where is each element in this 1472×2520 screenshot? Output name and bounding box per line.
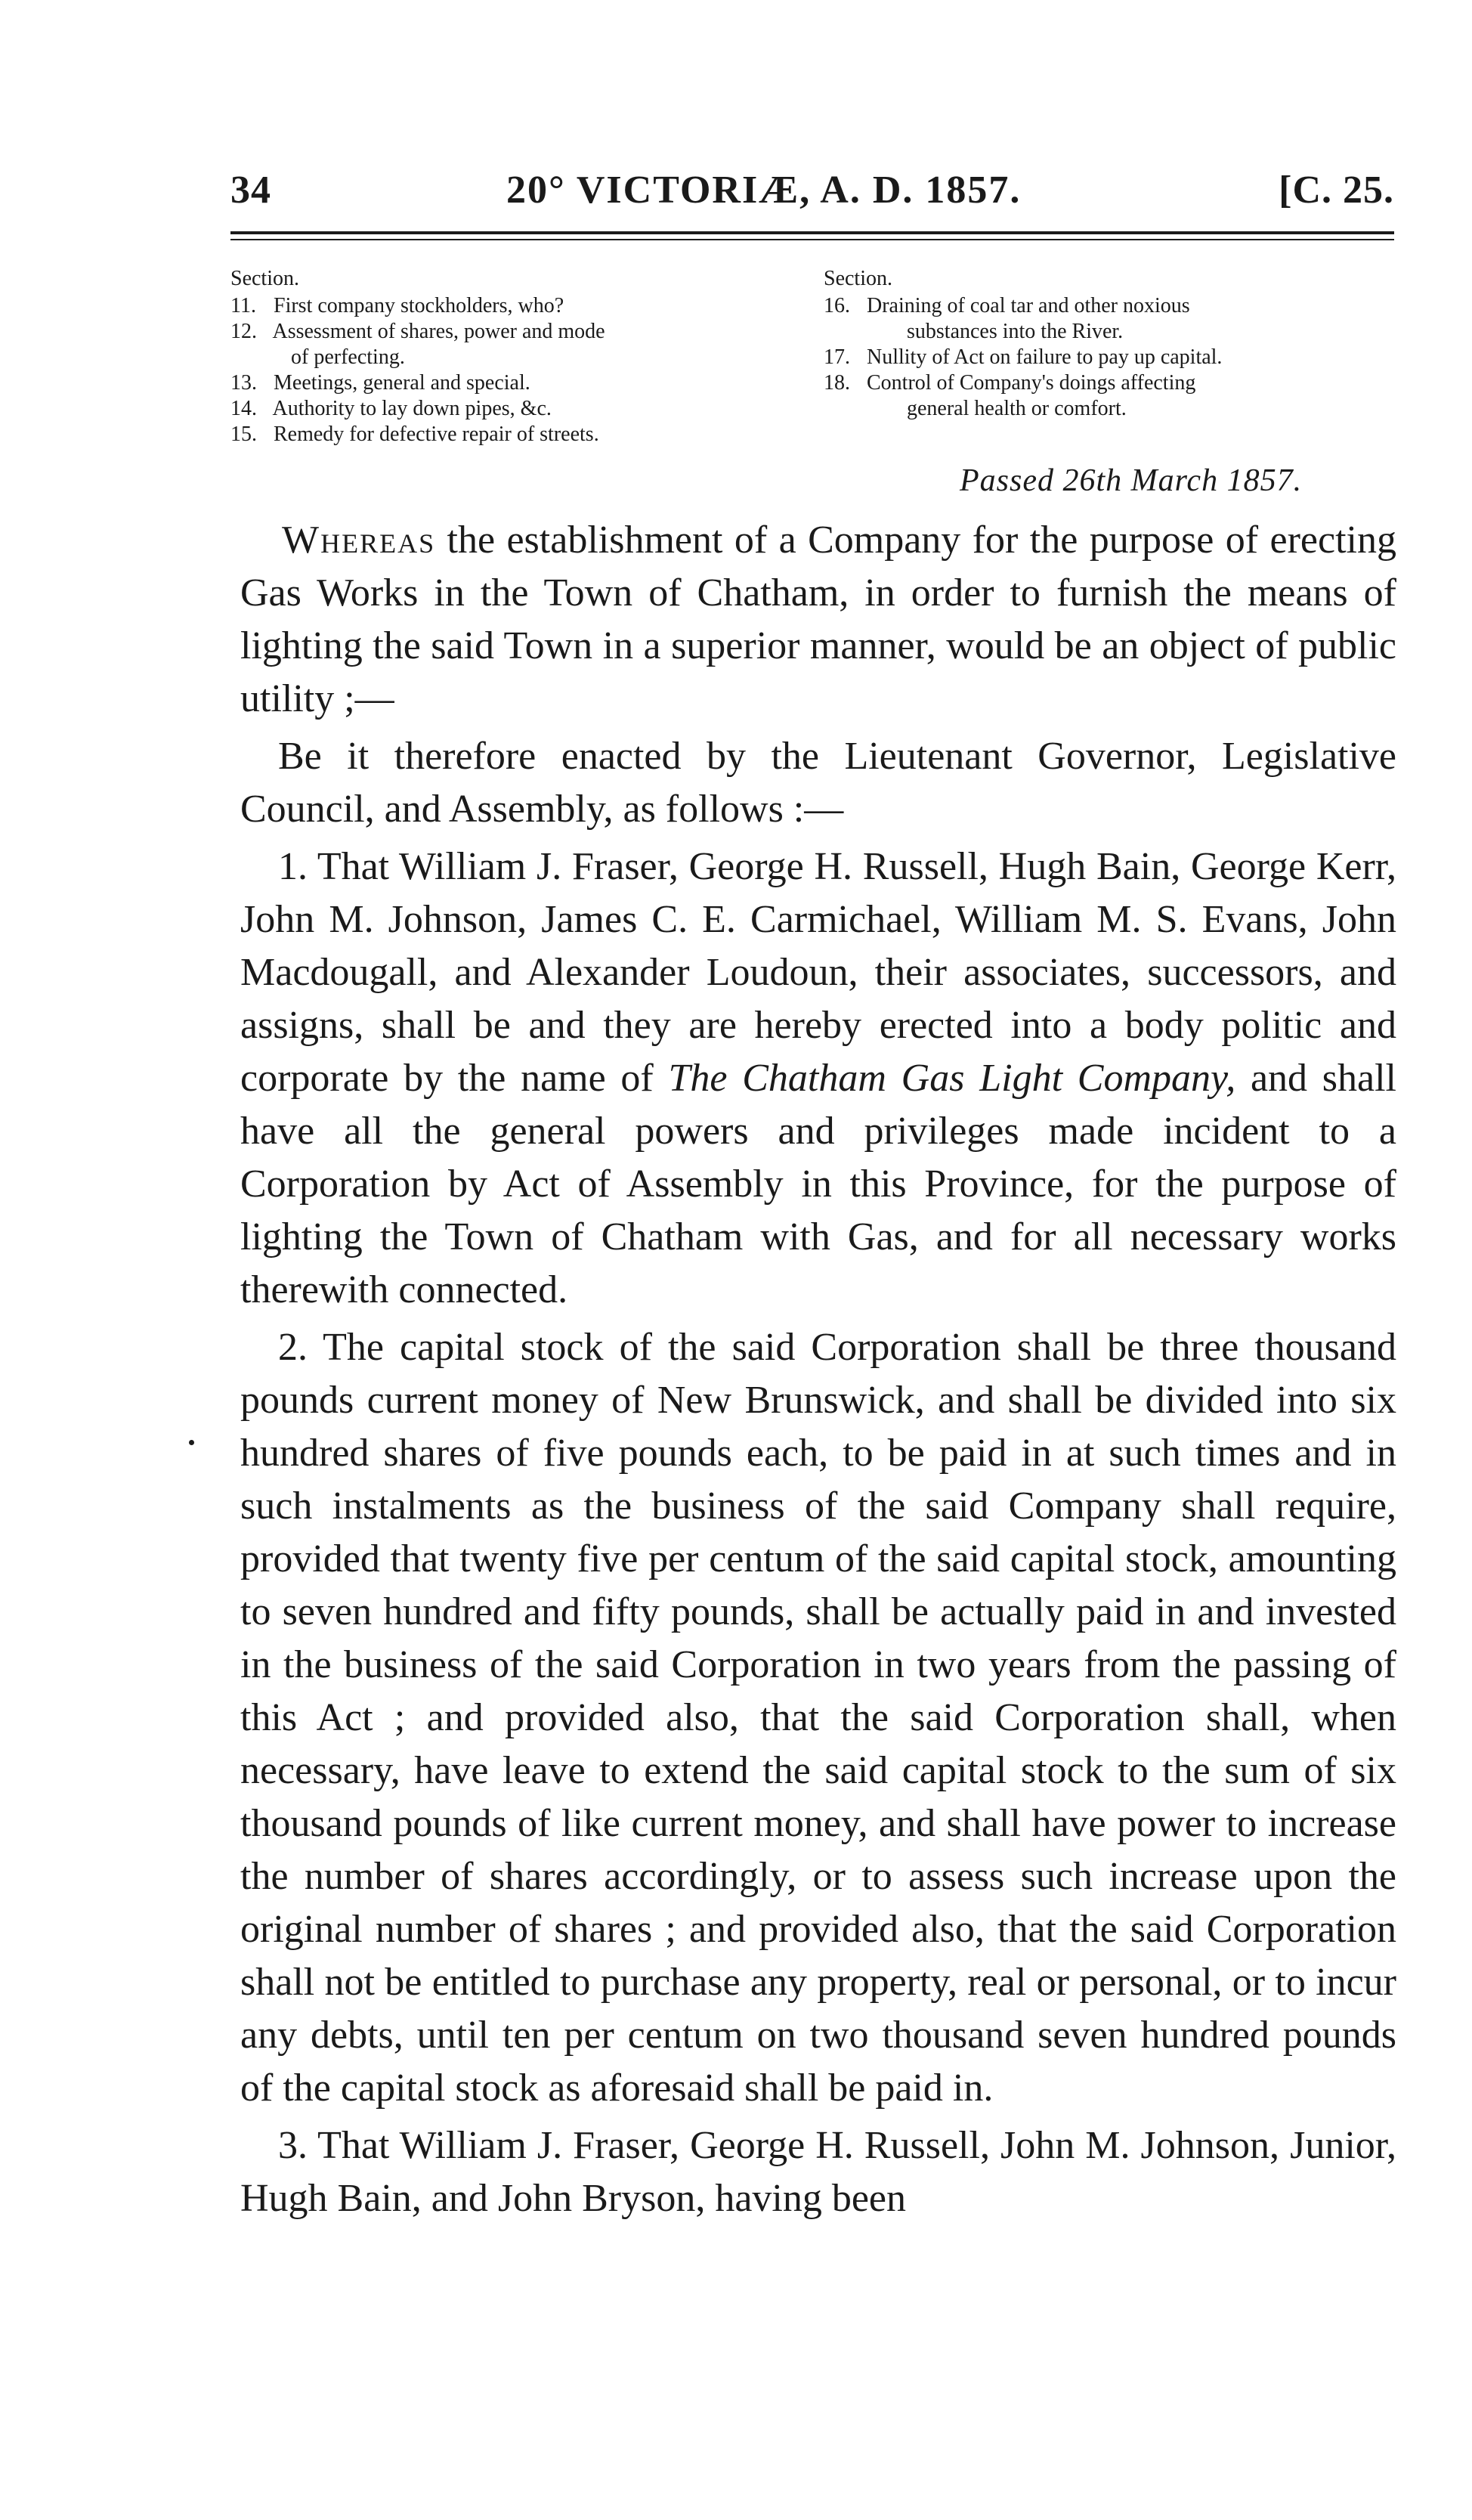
running-header <box>230 168 1394 221</box>
section-contents-right <box>824 266 1398 422</box>
section-contents-left <box>230 266 805 447</box>
margin-dot <box>189 1440 194 1445</box>
toc-item: 17. Nullity of Act on failure to pay up capital. <box>824 345 1223 369</box>
toc-item: 15. Remedy for defective repair of streets. <box>230 423 599 446</box>
preamble-paragraph: Whereas the establishment of a Company for the purpose of erecting Gas Works in the Town of Chatham, in order to furnish the means of lighting the said Town in a superior manner, would be an object of public utility ;— <box>240 519 1396 720</box>
toc-item-continuation: substances into the River. <box>907 320 1124 343</box>
section-2-paragraph: 2. The capital stock of the said Corporation shall be three thousand pounds current money of New Brunswick, and shall be divided into six hundred shares of five pounds each, to be paid in at such times and in such instalments as the business of the said Company shall require, provided that twenty five per centum of the said capital stock, amounting to seven hundred and fifty pounds, shall be actually paid in and invested in the business of the said Corporation in two years from the passing of this Act ; and provided also, that the said Corporation shall, when necessary, have leave to extend the said capital stock to the sum of six thousand pounds of like current money, and shall have power to increase the number of shares accordingly, or to assess such increase upon the original number of shares ; and provided also, that the said Corporation shall not be entitled to purchase any property, real or personal, or to incur any debts, until ten per centum on two thousand seven hundred pounds of the capital stock as aforesaid shall be paid in. <box>240 1326 1396 2110</box>
section-1-paragraph: 1. That William J. Fraser, George H. Russell, Hugh Bain, George Kerr, John M. Johnson, James C. E. Carmichael, William M. S. Evans, John Macdougall, and Alexander Loudoun, their associates, successors, and assigns, shall be and they are hereby erected into a body politic and corporate by the name of The Chatham Gas Light Company, and shall have all the general powers and privileges made incident to a Corporation by Act of Assembly in this Province, for the purpose of lighting the Town of Chatham with Gas, and for all necessary works therewith connected. <box>240 845 1396 1311</box>
header-rule-thick <box>230 231 1394 234</box>
toc-item: 13. Meetings, general and special. <box>230 371 530 395</box>
section-heading: Section. <box>824 267 892 290</box>
chapter-reference: [C. 25. <box>1279 169 1394 212</box>
enacting-clause: Be it therefore enacted by the Lieutenant Governor, Legislative Council, and Assembly, as follows :— <box>240 735 1396 831</box>
page-number: 34 <box>230 169 271 212</box>
toc-item: 12. Assessment of shares, power and mode <box>230 320 605 343</box>
section-heading: Section. <box>230 267 299 290</box>
header-rule-thin <box>230 239 1394 240</box>
header-title: 20° VICTORIÆ, A. D. 1857. <box>506 169 1022 212</box>
toc-item: 14. Authority to lay down pipes, &c. <box>230 397 552 420</box>
toc-item: 16. Draining of coal tar and other noxious <box>824 294 1190 317</box>
toc-item: 11. First company stockholders, who? <box>230 294 564 317</box>
passed-date: Passed 26th March 1857. <box>960 463 1303 498</box>
act-body-text <box>240 514 1396 2230</box>
toc-item-continuation: general health or comfort. <box>907 397 1127 420</box>
section-3-paragraph: 3. That William J. Fraser, George H. Russell, John M. Johnson, Junior, Hugh Bain, and John Bryson, having been <box>240 2124 1396 2220</box>
toc-item-continuation: of perfecting. <box>291 345 405 369</box>
toc-item: 18. Control of Company's doings affecting <box>824 371 1196 395</box>
